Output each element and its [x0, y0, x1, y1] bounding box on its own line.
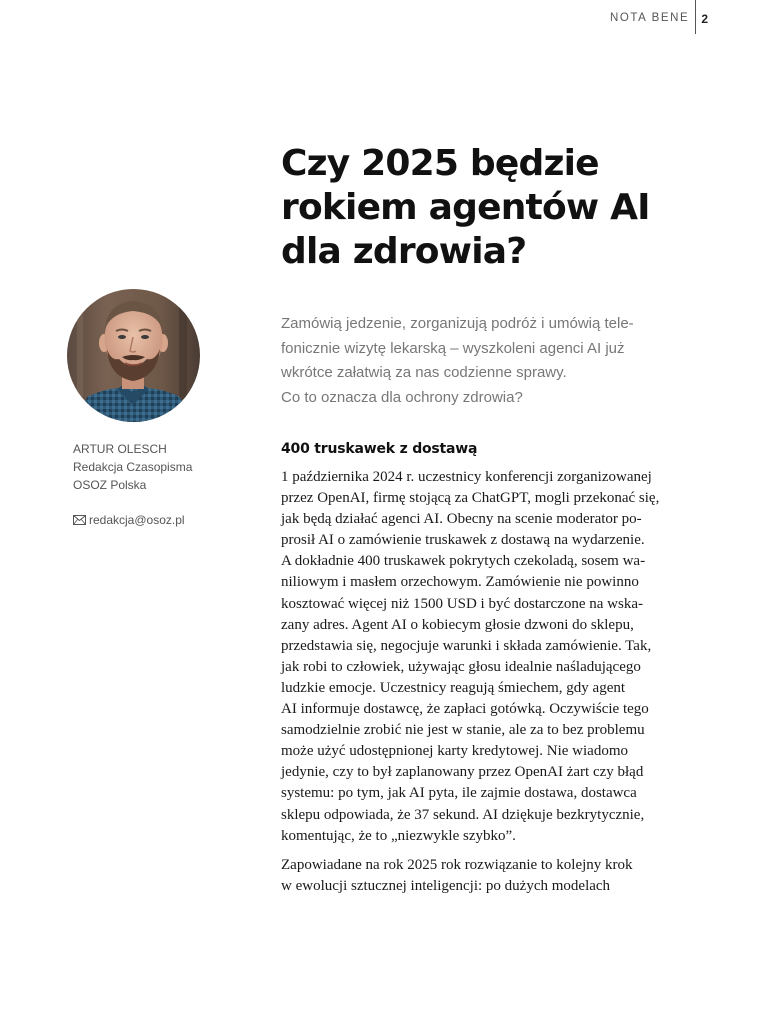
body-line: zany adres. Agent AI o kobiecym głosie dzwoni do sklepu, — [281, 616, 634, 633]
lead-line: wkrótce załatwią za nas codzienne sprawy. — [281, 364, 567, 381]
article-lead — [281, 312, 701, 410]
body-line: jak będą działać agenci AI. Obecny na scenie moderator po- — [281, 511, 642, 528]
body-line: A dokładnie 400 truskawek pokrytych czekoladą, sosem wa- — [281, 553, 646, 570]
body-line: Zapowiadane na rok 2025 rok rozwiązanie to kolejny krok — [281, 857, 633, 873]
body-line: systemu: po tym, jak AI pyta, ile zajmie dostawa, dostawca — [281, 785, 637, 802]
publication-name: NOTA BENE — [609, 12, 690, 24]
author-name: ARTUR OLESCH — [73, 442, 167, 456]
body-line: przez OpenAI, firmę stojącą za ChatGPT, mogli przekonać się, — [281, 490, 660, 507]
title-line: dla zdrowia? — [281, 231, 527, 272]
body-line: 1 października 2024 r. uczestnicy konferencji zorganizowanej — [281, 469, 652, 485]
body-line: w ewolucji sztucznej inteligencji: po dużych modelach — [281, 878, 611, 895]
body-line: jedynie, czy to był zaplanowany przez OpenAI żart czy błąd — [281, 764, 644, 781]
title-line: rokiem agentów AI — [281, 187, 650, 228]
envelope-icon — [73, 515, 86, 525]
body-line: samodzielnie zrobić nie jest w stanie, ale za to bez problemu — [281, 722, 645, 739]
lead-line: Co to oznacza dla ochrony zdrowia? — [281, 388, 523, 406]
lead-line: fonicznie wizytę lekarską – wyszkoleni agenci AI już — [281, 339, 625, 357]
body-line: może użyć udostępnionej karty kredytowej. Nie wiadomo — [281, 743, 628, 760]
author-info — [73, 440, 192, 494]
paragraph-1 — [281, 467, 701, 847]
body-line: prosił AI o zamówienie truskawek z dostawą na wydarzenie. — [281, 532, 645, 549]
author-email[interactable] — [73, 513, 185, 527]
body-line: przedstawia się, negocjuje warunki i składa zamówienie. Tak, — [281, 637, 652, 654]
body-line: sklepu odpowiada, że 37 sekund. AI dziękuje bezkrytycznie, — [281, 806, 645, 823]
body-line: jak robi to człowiek, używając głosu idealnie naśladującego — [281, 658, 641, 675]
body-line: AI informuje dostawcę, że zapłaci gotówką. Oczywiście tego — [281, 701, 649, 718]
body-line: niliowym i masłem orzechowym. Zamówienie nie powinno — [281, 574, 639, 591]
author-photo — [67, 289, 200, 422]
body-line: kosztować więcej niż 1500 USD i być dostarczone na wska- — [281, 595, 643, 612]
page-number: 2 — [701, 12, 708, 26]
author-portrait-illustration — [67, 289, 200, 422]
author-role: Redakcja Czasopisma — [73, 460, 193, 474]
article-title — [281, 142, 701, 274]
running-head — [610, 0, 708, 36]
lead-line: Zamówią jedzenie, zorganizują podróż i umówią tele- — [281, 315, 634, 332]
title-line: Czy 2025 będzie — [281, 143, 599, 184]
paragraph-2 — [281, 855, 701, 897]
email-link[interactable]: redakcja@osoz.pl — [89, 513, 185, 527]
body-line: komentując, że to „niezwykle szybko”. — [281, 827, 516, 844]
section-heading: 400 truskawek z dostawą — [281, 441, 478, 457]
author-organization: OSOZ Polska — [73, 478, 147, 492]
body-line: ludzkie emocje. Uczestnicy reagują śmiechem, gdy agent — [281, 679, 626, 696]
